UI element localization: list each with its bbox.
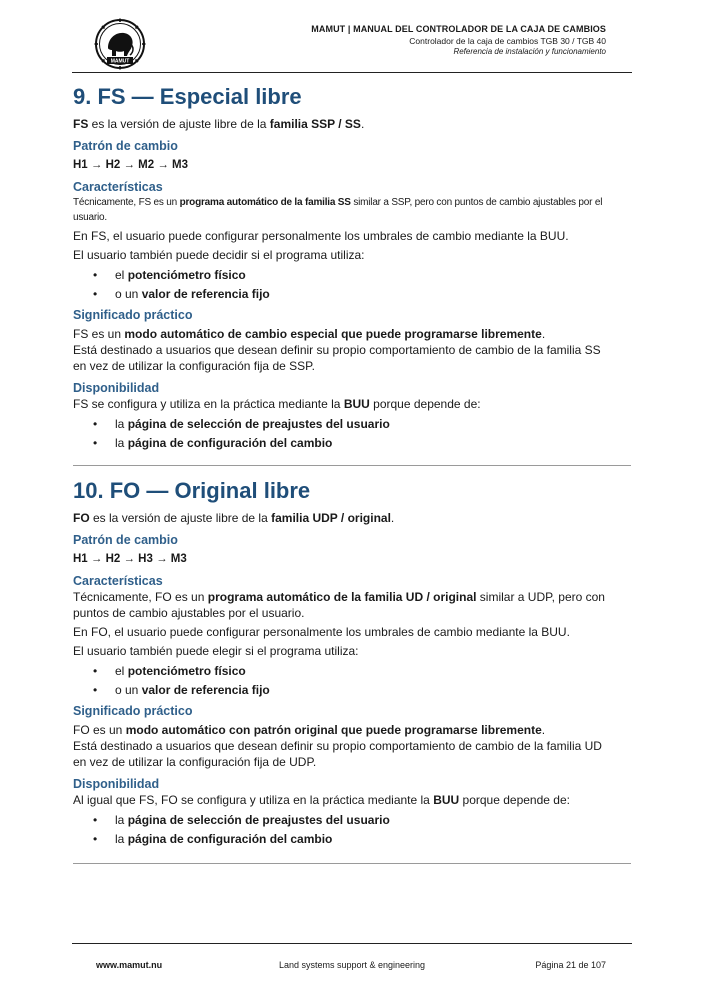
fs-intro: FS es la versión de ajuste libre de la familia SSP / SS.	[73, 117, 365, 131]
fo-availability-heading: Disponibilidad	[73, 777, 160, 791]
header-subtitle: Controlador de la caja de cambios TGB 30 / TGB 40	[409, 36, 606, 46]
fs-char-line-3: El usuario también puede decidir si el programa utiliza:	[73, 248, 365, 262]
footer-divider	[72, 943, 632, 944]
fo-options-list	[73, 662, 629, 700]
footer-tagline: Land systems support & engineering	[278, 960, 426, 970]
fs-pattern-heading: Patrón de cambio	[73, 139, 178, 153]
fo-intro: FO es la versión de ajuste libre de la familia UDP / original.	[73, 511, 395, 525]
fs-characteristics-heading: Características	[73, 180, 163, 194]
fo-meaning-line-2: Está destinado a usuarios que desean definir su propio comportamiento de cambio de la familia UD	[73, 739, 602, 753]
fs-meaning-line-2: Está destinado a usuarios que desean definir su propio comportamiento de cambio de la familia SS	[73, 343, 601, 357]
header-text-block	[311, 24, 606, 56]
page-header	[72, 14, 632, 72]
fo-meaning-line-3: en vez de utilizar la configuración fija de UDP.	[73, 755, 317, 769]
fo-availability-line: Al igual que FS, FO se configura y utiliza en la práctica mediante la BUU porque depende de:	[73, 793, 570, 807]
header-divider	[72, 72, 632, 73]
main-content	[73, 80, 629, 864]
list-item: • el potenciómetro físico	[73, 266, 629, 285]
fs-availability-heading: Disponibilidad	[73, 381, 160, 395]
fo-availability-list	[73, 811, 629, 849]
fo-char-line-1: Técnicamente, FO es un programa automático de la familia UD / original similar a UDP, pero con	[73, 590, 605, 604]
header-title: MAMUT | MANUAL DEL CONTROLADOR DE LA CAJA DE CAMBIOS	[311, 24, 606, 34]
fo-pattern-heading: Patrón de cambio	[73, 533, 178, 547]
section-heading-fs: 9. FS — Especial libre	[73, 84, 302, 109]
section-divider	[73, 863, 631, 864]
fs-pattern: H1 → H2 → M2 → M3	[73, 159, 189, 171]
list-item: • la página de selección de preajustes del usuario	[73, 415, 629, 434]
logo-text: MAMUT	[110, 58, 130, 65]
fo-characteristics-heading: Características	[73, 574, 163, 588]
list-item: • o un valor de referencia fijo	[73, 285, 629, 304]
fs-char-line-1: Técnicamente, FS es un programa automático de la familia SS similar a SSP, pero con puntos de cambio ajustables por el usuario.	[73, 197, 603, 223]
header-subtitle-2: Referencia de instalación y funcionamiento	[453, 47, 606, 56]
list-item: • o un valor de referencia fijo	[73, 681, 629, 700]
list-item: • la página de configuración del cambio	[73, 830, 629, 849]
list-item: • la página de selección de preajustes del usuario	[73, 811, 629, 830]
footer-website-link[interactable]: www.mamut.nu	[96, 960, 163, 970]
section-fo	[73, 476, 629, 849]
fo-meaning-line-1: FO es un modo automático con patrón original que puede programarse libremente.	[73, 723, 546, 737]
fo-meaning-heading: Significado práctico	[73, 704, 193, 718]
fs-meaning-heading: Significado práctico	[73, 308, 193, 322]
list-item: • el potenciómetro físico	[73, 662, 629, 681]
section-heading-fo: 10. FO — Original libre	[73, 478, 311, 503]
fs-availability-list	[73, 415, 629, 453]
fs-options-list	[73, 266, 629, 304]
footer-page-number: Página 21 de 107	[535, 960, 606, 970]
section-fs	[73, 82, 629, 453]
fs-meaning-line-1: FS es un modo automático de cambio especial que puede programarse libremente.	[73, 327, 546, 341]
fo-char-line-1b: puntos de cambio ajustables por el usuario.	[73, 606, 305, 620]
fs-availability-line: FS se configura y utiliza en la práctica mediante la BUU porque depende de:	[73, 397, 481, 411]
mamut-logo	[94, 18, 146, 70]
fo-char-line-3: El usuario también puede elegir si el programa utiliza:	[73, 644, 359, 658]
fo-char-line-2: En FO, el usuario puede configurar personalmente los umbrales de cambio mediante la BUU.	[73, 625, 570, 639]
fo-pattern: H1 → H2 → H3 → M3	[73, 553, 187, 565]
fs-meaning-line-3: en vez de utilizar la configuración fija de SSP.	[73, 359, 315, 373]
list-item: • la página de configuración del cambio	[73, 434, 629, 453]
fs-char-line-2: En FS, el usuario puede configurar personalmente los umbrales de cambio mediante la BUU.	[73, 229, 569, 243]
